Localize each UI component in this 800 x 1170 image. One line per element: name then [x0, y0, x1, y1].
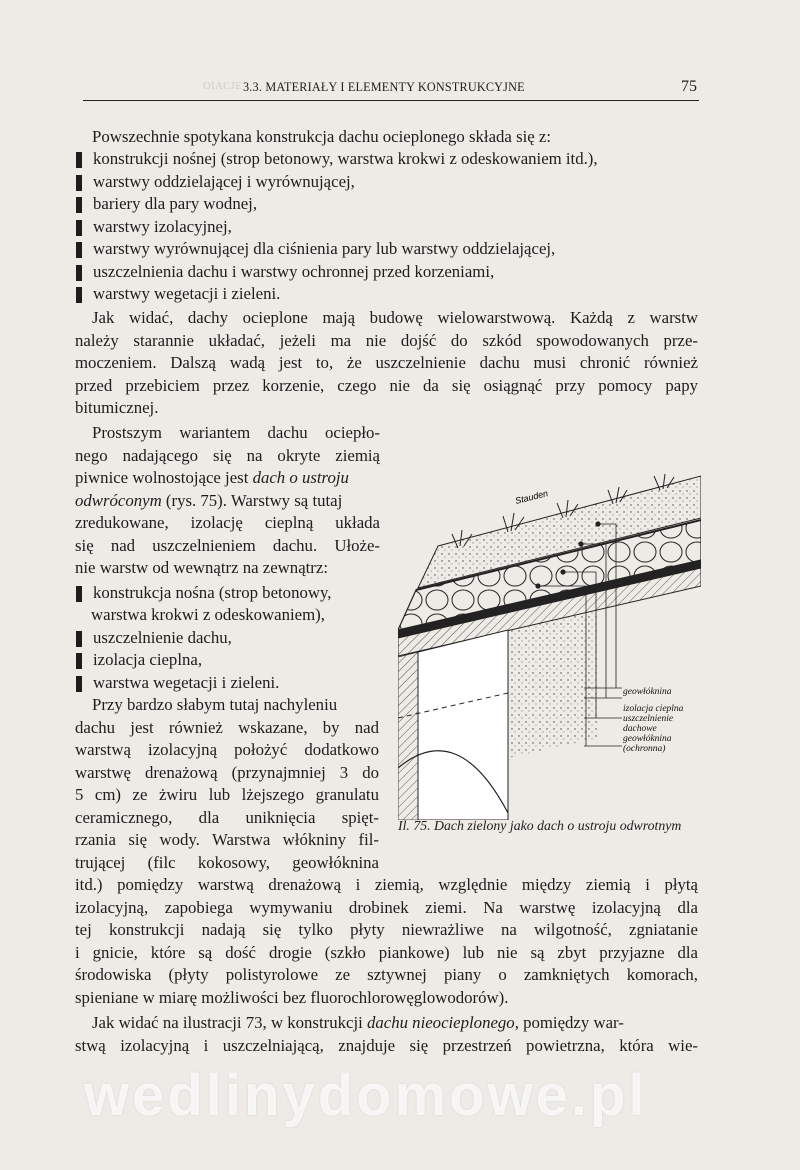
bullet-marker — [76, 220, 82, 236]
label-protective: (ochronna) — [623, 744, 666, 754]
text-run: piwnice wolnostojące jest — [75, 468, 253, 487]
bullet-marker — [76, 242, 82, 258]
label-geotextile-2: geowłóknina — [623, 734, 672, 744]
paragraph-line — [75, 490, 342, 513]
paragraph-line — [75, 467, 349, 490]
paragraph-line: bitumicznej. — [75, 398, 159, 417]
label-stauden: Stauden — [514, 488, 550, 506]
paragraph-line: itd.) pomiędzy warstwą drenażową i ziemią, względnie między ziemią i płytą — [75, 875, 698, 894]
label-sealing: uszczelnienie — [623, 714, 674, 724]
paragraph-line: zredukowane, izolację cieplną układa — [75, 513, 380, 532]
list-item: bariery dla pary wodnej, — [93, 194, 258, 213]
paragraph-line: spieniane w miarę możliwości bez fluorochlorowęglowodorów). — [75, 988, 509, 1007]
paragraph-line: moczeniem. Dalszą wadą jest to, że uszczelnienie dachu musi chronić również — [75, 353, 698, 372]
intro-line: Powszechnie spotykana konstrukcja dachu ocieplonego składa się z: — [92, 127, 552, 146]
list-item: warstwy oddzielającej i wyrównującej, — [93, 172, 355, 191]
list-item: izolacja cieplna, — [93, 650, 203, 669]
text-run: Jak widać na ilustracji 73, w konstrukcji — [92, 1013, 367, 1032]
wall-section — [418, 630, 508, 820]
section-title: 3.3. MATERIAŁY I ELEMENTY KONSTRUKCYJNE — [243, 80, 525, 94]
paragraph-line: trującej (filc kokosowy, geowłóknina — [75, 853, 379, 872]
list-item: uszczelnienie dachu, — [93, 628, 232, 647]
bullet-marker — [76, 265, 82, 281]
bullet-marker — [76, 676, 82, 692]
italic-term: odwróconym — [75, 491, 162, 510]
list-item: konstrukcji nośnej (strop betonowy, warstwa krokwi z odeskowaniem itd.), — [93, 149, 598, 168]
list-item: warstwy izolacyjnej, — [93, 217, 232, 236]
page-number: 75 — [681, 78, 697, 95]
list-item: warstwy wyrównującej dla ciśnienia pary lub warstwy oddzielającej, — [93, 239, 556, 258]
bullet-marker — [76, 287, 82, 303]
paragraph-line — [92, 1012, 624, 1035]
paragraph-line: warstwą izolacyjną położyć dodatkowo — [75, 740, 379, 759]
paragraph-line: rzania się wody. Warstwa włókniny fil- — [75, 830, 379, 849]
label-sealing-2: dachowe — [623, 724, 657, 734]
paragraph-line: izolacyjną, zapobiega wymywaniu drobinek ziemi. Na warstwę izolacyjną dla — [75, 898, 698, 917]
paragraph-line: nie warstw od wewnątrz na zewnątrz: — [75, 558, 329, 577]
list-item: konstrukcja nośna (strop betonowy, — [93, 583, 332, 602]
paragraph-line: warstwę drenażową (przynajmniej 3 do — [75, 763, 379, 782]
running-header — [83, 78, 699, 101]
bullet-marker — [76, 197, 82, 213]
list-item: uszczelnienia dachu i warstwy ochronnej przed korzeniami, — [93, 262, 495, 281]
bullet-marker — [76, 175, 82, 191]
list-item: warstwy wegetacji i zieleni. — [93, 284, 281, 303]
bullet-marker — [76, 586, 82, 602]
watermark: wedlinydomowe.pl — [84, 1063, 648, 1128]
paragraph-line: Prostszym wariantem dachu ociepło- — [92, 423, 380, 442]
paragraph-line: tej konstrukcji nadają się tylko płyty niewrażliwe na wilgotność, zgniatanie — [75, 920, 698, 939]
figure-caption: Il. 75. Dach zielony jako dach o ustroju odwrotnym — [398, 818, 682, 833]
italic-term: dachu nieocieplonego — [366, 1013, 515, 1032]
paragraph-line: i gnicie, które są dość drogie (szkło piankowe) lub nie są zbyt przyjazne dla — [75, 943, 698, 962]
paragraph-line: środowiska (płyty polistyrolowe ze sztywnej piany o zamkniętych komorach, — [75, 965, 698, 984]
list-item-continuation: warstwa krokwi z odeskowaniem), — [91, 605, 325, 624]
wall-hatch — [398, 652, 418, 820]
paragraph-line: się nad uszczelnieniem dachu. Ułoże- — [75, 536, 380, 555]
list-item: warstwa wegetacji i zieleni. — [93, 673, 280, 692]
text-run: , pomiędzy war- — [514, 1013, 624, 1032]
paragraph-line: dachu jest również wskazane, by nad — [75, 718, 379, 737]
paragraph-line: stwą izolacyjną i uszczelniającą, znajduje się przestrzeń powietrzna, która wie- — [75, 1036, 698, 1055]
bullet-marker — [76, 653, 82, 669]
paragraph-line: nego nadającego się na okryte ziemią — [75, 446, 380, 465]
label-geotextile: geowłóknina — [623, 687, 672, 697]
text-run: (rys. 75). Warstwy są tutaj — [161, 491, 343, 510]
paragraph-line: Jak widać, dachy ocieplone mają budowę wielowarstwową. Każdą z warstw — [92, 308, 698, 327]
paragraph-line: Przy bardzo słabym tutaj nachyleniu — [92, 695, 338, 714]
bleed-through-text: OIACJE — [203, 81, 243, 92]
label-insulation: izolacja cieplna — [623, 704, 684, 714]
paragraph-line: przed przebiciem przez korzenie, czego nie da się osiągnąć przy pomocy papy — [75, 376, 698, 395]
paragraph-line: 5 cm) ze żwiru lub lżejszego granulatu — [75, 785, 379, 804]
paragraph-line: ceramicznego, dla uniknięcia spięt- — [75, 808, 379, 827]
ground-soil — [508, 609, 598, 758]
paragraph-line: należy starannie układać, jeżeli ma nie dojść do szkód spowodowanych prze- — [75, 331, 698, 350]
roof-cross-section-figure — [398, 468, 701, 820]
bullet-marker — [76, 631, 82, 647]
italic-term: dach o ustroju — [252, 468, 349, 487]
bullet-marker — [76, 152, 82, 168]
